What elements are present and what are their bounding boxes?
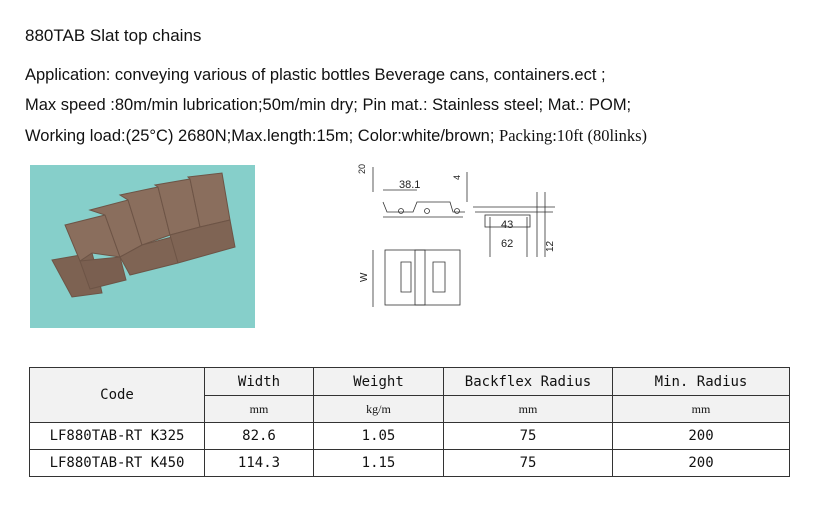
- table-row: [30, 450, 790, 477]
- chain-technical-drawing: [355, 162, 565, 312]
- color-text: Color:white/brown;: [357, 127, 500, 145]
- cell-width: 114.3: [205, 450, 314, 477]
- unit-backflex-radius: mm: [444, 396, 613, 423]
- dim-height-label: 20: [357, 163, 367, 174]
- cell-min-radius: 200: [613, 423, 790, 450]
- cell-weight: 1.15: [314, 450, 444, 477]
- speed-material-line: Max speed :80m/min lubrication;50m/min dry; Pin mat.: Stainless steel; Mat.: POM;: [25, 96, 632, 114]
- header-min-radius: Min. Radius: [613, 368, 790, 396]
- header-weight: Weight: [314, 368, 444, 396]
- chain-product-photo: [30, 165, 255, 328]
- unit-weight: kg/m: [314, 396, 444, 423]
- cell-code: LF880TAB-RT K450: [30, 450, 205, 477]
- header-code: Code: [30, 368, 205, 423]
- dim-top-label: 4: [452, 174, 462, 180]
- cell-backflex-radius: 75: [444, 450, 613, 477]
- dim-pitch-label: 38.1: [399, 179, 421, 191]
- dim-thick-label: 12: [545, 240, 556, 252]
- dim-inner-label: 43: [501, 219, 514, 231]
- cell-width: 82.6: [205, 423, 314, 450]
- application-line: Application: conveying various of plastic bottles Beverage cans, containers.ect ;: [25, 66, 606, 84]
- cell-weight: 1.05: [314, 423, 444, 450]
- table-row: [30, 423, 790, 450]
- cell-code: LF880TAB-RT K325: [30, 423, 205, 450]
- specification-table: [29, 367, 790, 477]
- cell-min-radius: 200: [613, 450, 790, 477]
- dim-width-label: W: [359, 272, 370, 282]
- working-load-text: Working load:(25°C) 2680N;Max.length:15m;: [25, 127, 358, 145]
- load-color-packing-line: [25, 126, 647, 146]
- header-width: Width: [205, 368, 314, 396]
- page-title: 880TAB Slat top chains: [25, 26, 202, 45]
- packing-text: Packing:10ft (80links): [499, 126, 648, 145]
- unit-width: mm: [205, 396, 314, 423]
- header-backflex-radius: Backflex Radius: [444, 368, 613, 396]
- dim-outer-label: 62: [501, 238, 514, 250]
- unit-min-radius: mm: [613, 396, 790, 423]
- cell-backflex-radius: 75: [444, 423, 613, 450]
